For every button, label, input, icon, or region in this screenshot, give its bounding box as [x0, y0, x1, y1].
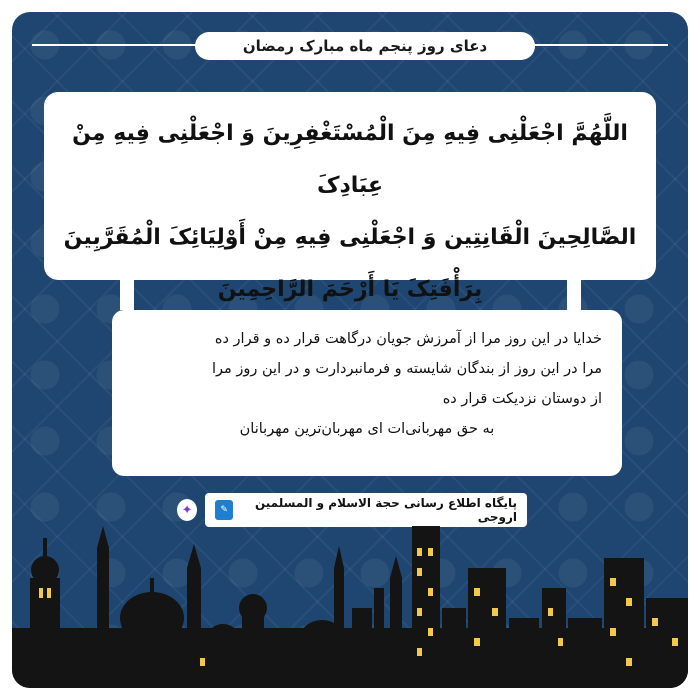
translation-line-1: خدایا در این روز مرا از آمرزش جویان درگاهت قرار ده و قرار ده — [214, 331, 602, 347]
prayer-text-box — [44, 92, 656, 302]
prayer-line-1: اللَّهُمَّ اجْعَلْنِی فِیهِ مِنَ الْمُسْتَغْفِرِینَ وَ اجْعَلْنِی فِیهِ مِنْ عِبَادِکَ — [72, 121, 628, 198]
translation-box — [112, 310, 622, 476]
connector-left — [120, 280, 134, 310]
poster-frame — [12, 12, 688, 688]
city-skyline — [12, 508, 688, 688]
page-title: دعای روز پنجم ماه مبارک رمضان — [195, 32, 535, 60]
translation-line-2: مرا در این روز از بندگان شایسته و فرمانبردارت و در این روز مرا — [211, 361, 602, 377]
source-label: پایگاه اطلاع رسانی حجة الاسلام و المسلمین اروجی — [254, 496, 517, 524]
site-logo-icon: ✎ — [215, 500, 233, 520]
translation-line-4: به حق مهربانی‌ات ای مهربان‌ترین مهربانان — [239, 421, 495, 437]
translation-line-3: از دوستان نزدیکت قرار ده — [442, 391, 602, 407]
messenger-app-icon[interactable]: ✦ — [177, 499, 197, 521]
prayer-line-2: الصَّالِحِینَ الْقَانِتِین وَ اجْعَلْنِی فِیهِ مِنْ أَوْلِیَائِکَ الْمُقَرَّبِینَ — [63, 225, 637, 250]
connector-right — [567, 280, 581, 310]
prayer-line-3: بِرَأْفَتِکَ یَا أَرْحَمَ الرَّاحِمِینَ — [217, 277, 483, 302]
